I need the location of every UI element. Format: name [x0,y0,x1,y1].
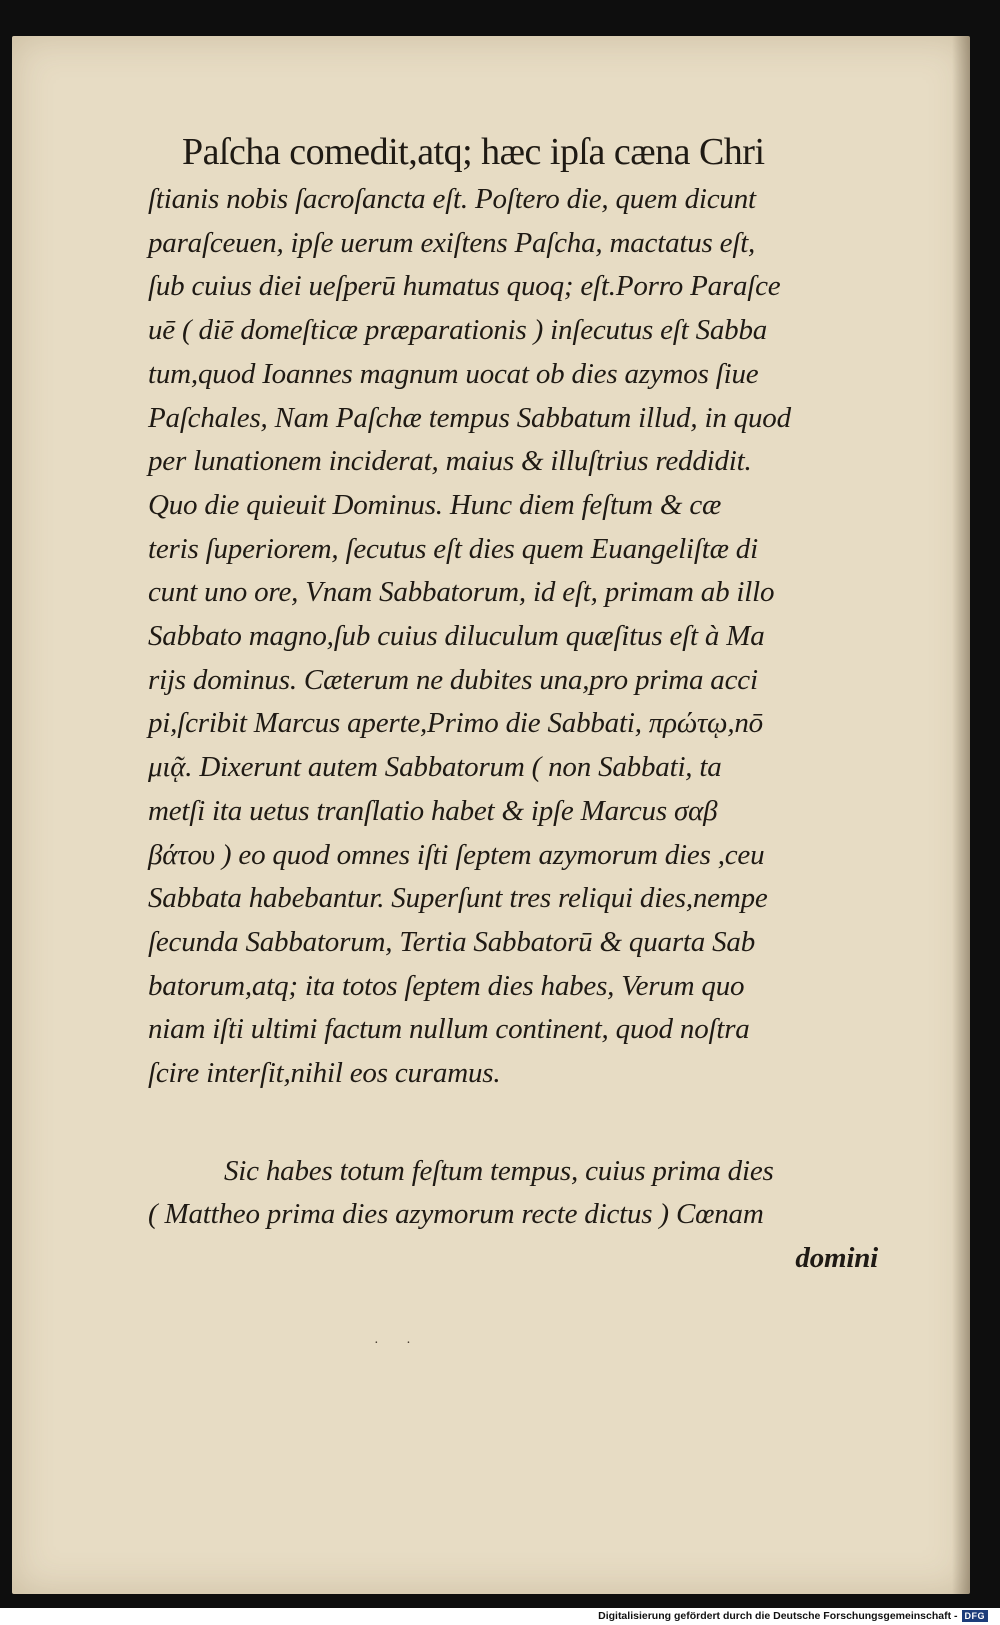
text-line: Quo die quieuit Dominus. Hunc diem feſtum & cæ [148,488,722,521]
text-line: Sic habes totum feſtum tempus, cuius prima dies [224,1154,774,1187]
text-line: Paſchales, Nam Paſchæ tempus Sabbatum illud, in quod [148,401,791,434]
ink-specks: · · [374,1336,423,1351]
text-line: Paſcha comedit,atq; hæc ipſa cæna Chri [182,131,765,173]
dfg-logo-icon: DFG [962,1610,989,1622]
digitization-credit [598,1609,988,1623]
text-line: paraſceuen, ipſe uerum exiſtens Paſcha, mactatus eſt, [148,226,756,259]
text-line: tum,quod Ioannes magnum uocat ob dies azymos ſiue [148,357,759,390]
text-line: Sabbata habebantur. Superſunt tres reliqui dies,nempe [148,882,768,915]
text-line: per lunationem inciderat, maius & illuſtrius reddidit. [148,445,752,478]
text-line: μιᾷ. Dixerunt autem Sabbatorum ( non Sabbati, ta [148,751,722,784]
book-page [12,36,970,1594]
text-line: metſi ita uetus tranſlatio habet & ipſe Marcus σαβ [148,794,718,827]
text-line: uē ( diē domeſticæ præparationis ) inſecutus eſt Sabba [148,314,768,347]
text-line: teris ſuperiorem, ſecutus eſt dies quem Euangeliſtæ di [148,532,758,565]
text-line: batorum,atq; ita totos ſeptem dies habes, Verum quo [148,969,745,1002]
paragraph-gap [148,1096,908,1150]
text-line: rijs dominus. Cæterum ne dubites una,pro prima acci [148,663,758,696]
text-line: βάτου ) eo quod omnes iſti ſeptem azymorum dies ,ceu [148,838,765,871]
catchword: domini [795,1242,878,1275]
text-line: pi,ſcribit Marcus aperte,Primo die Sabbati, πρώτῳ,nō [148,707,763,740]
credit-text: Digitalisierung gefördert durch die Deutsche Forschungsgemeinschaft - [598,1610,958,1622]
text-line: Sabbato magno,ſub cuius diluculum quæſitus eſt à Ma [148,620,765,653]
text-line: ſcire interſit,nihil eos curamus. [148,1057,501,1090]
text-line: ſecunda Sabbatorum, Tertia Sabbatorū & quarta Sab [148,925,756,958]
page-text [148,126,908,1281]
text-line: niam iſti ultimi factum nullum continent, quod noſtra [148,1013,750,1046]
text-line: ſub cuius diei ueſperū humatus quoq; eſt.Porro Paraſce [148,270,781,303]
text-line: ( Mattheo prima dies azymorum recte dictus ) Cœnam [148,1198,764,1231]
text-line: cunt uno ore, Vnam Sabbatorum, id eſt, primam ab illo [148,576,775,609]
text-line: ſtianis nobis ſacroſancta eſt. Poſtero die, quem dicunt [148,183,756,215]
